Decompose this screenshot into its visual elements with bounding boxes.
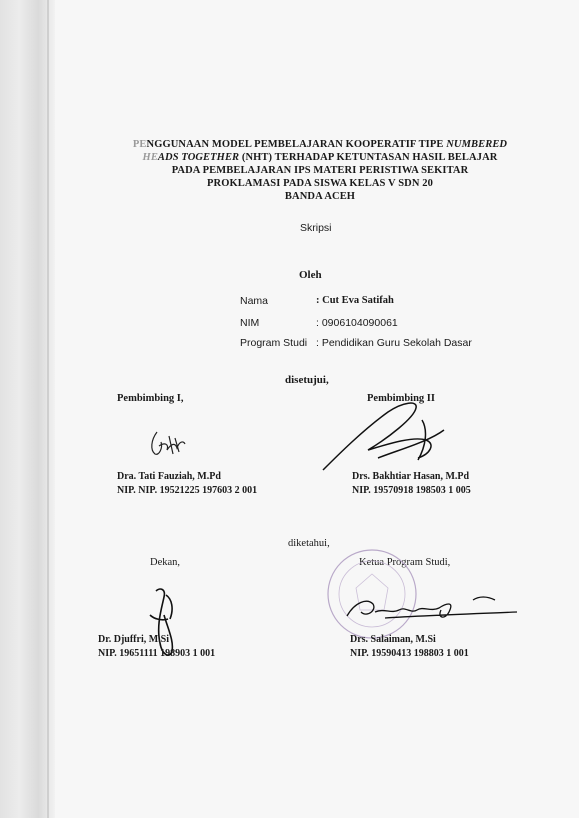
supervisor-2-nip: NIP. 19570918 198503 1 005	[352, 485, 471, 496]
dean-name: Dr. Djuffri, M.Si	[98, 634, 170, 645]
program-head-name: Drs. Salaiman, M.Si	[350, 634, 436, 645]
name-label: Nama	[240, 295, 269, 307]
program-label: Program Studi	[240, 337, 308, 349]
author-heading: Oleh	[299, 269, 322, 281]
nim-label: NIM	[240, 317, 260, 329]
supervisor-1-signature	[145, 428, 195, 460]
dean-nip: NIP. 19651111 198903 1 001	[98, 648, 216, 659]
acknowledged-heading: diketahui,	[288, 538, 330, 549]
program-head-signature	[345, 590, 520, 630]
program-value: : Pendidikan Guru Sekolah Dasar	[316, 337, 472, 349]
approved-heading: disetujui,	[285, 374, 329, 386]
supervisor-2-name: Drs. Bakhtiar Hasan, M.Pd	[352, 471, 470, 482]
dean-role: Dekan,	[150, 557, 181, 568]
binding-shadow-line	[47, 0, 49, 818]
supervisor-1-role: Pembimbing I,	[117, 393, 184, 404]
name-value: : Cut Eva Satifah	[316, 295, 394, 306]
supervisor-1-name: Dra. Tati Fauziah, M.Pd	[117, 471, 221, 482]
document-type: Skripsi	[300, 222, 332, 234]
supervisor-2-role: Pembimbing II	[367, 393, 435, 404]
program-head-role: Ketua Program Studi,	[359, 557, 451, 568]
title-line-4: PROKLAMASI PADA SISWA KELAS V SDN 20	[207, 178, 433, 189]
program-head-nip: NIP. 19590413 198803 1 001	[350, 648, 469, 659]
title-line-1: PENGGUNAAN MODEL PEMBELAJARAN KOOPERATIF TIPE NUMBERED	[132, 139, 508, 150]
title-line-5: BANDA ACEH	[284, 191, 356, 202]
supervisor-1-nip: NIP. NIP. 19521225 197603 2 001	[117, 485, 258, 496]
title-line-2: HEADS TOGETHER (NHT) TERHADAP KETUNTASAN HASIL BELAJAR	[142, 152, 498, 163]
nim-value: : 0906104090061	[316, 317, 398, 329]
title-line-3: PADA PEMBELAJARAN IPS MATERI PERISTIWA SEKITAR	[171, 165, 469, 176]
supervisor-2-signature	[318, 400, 448, 472]
